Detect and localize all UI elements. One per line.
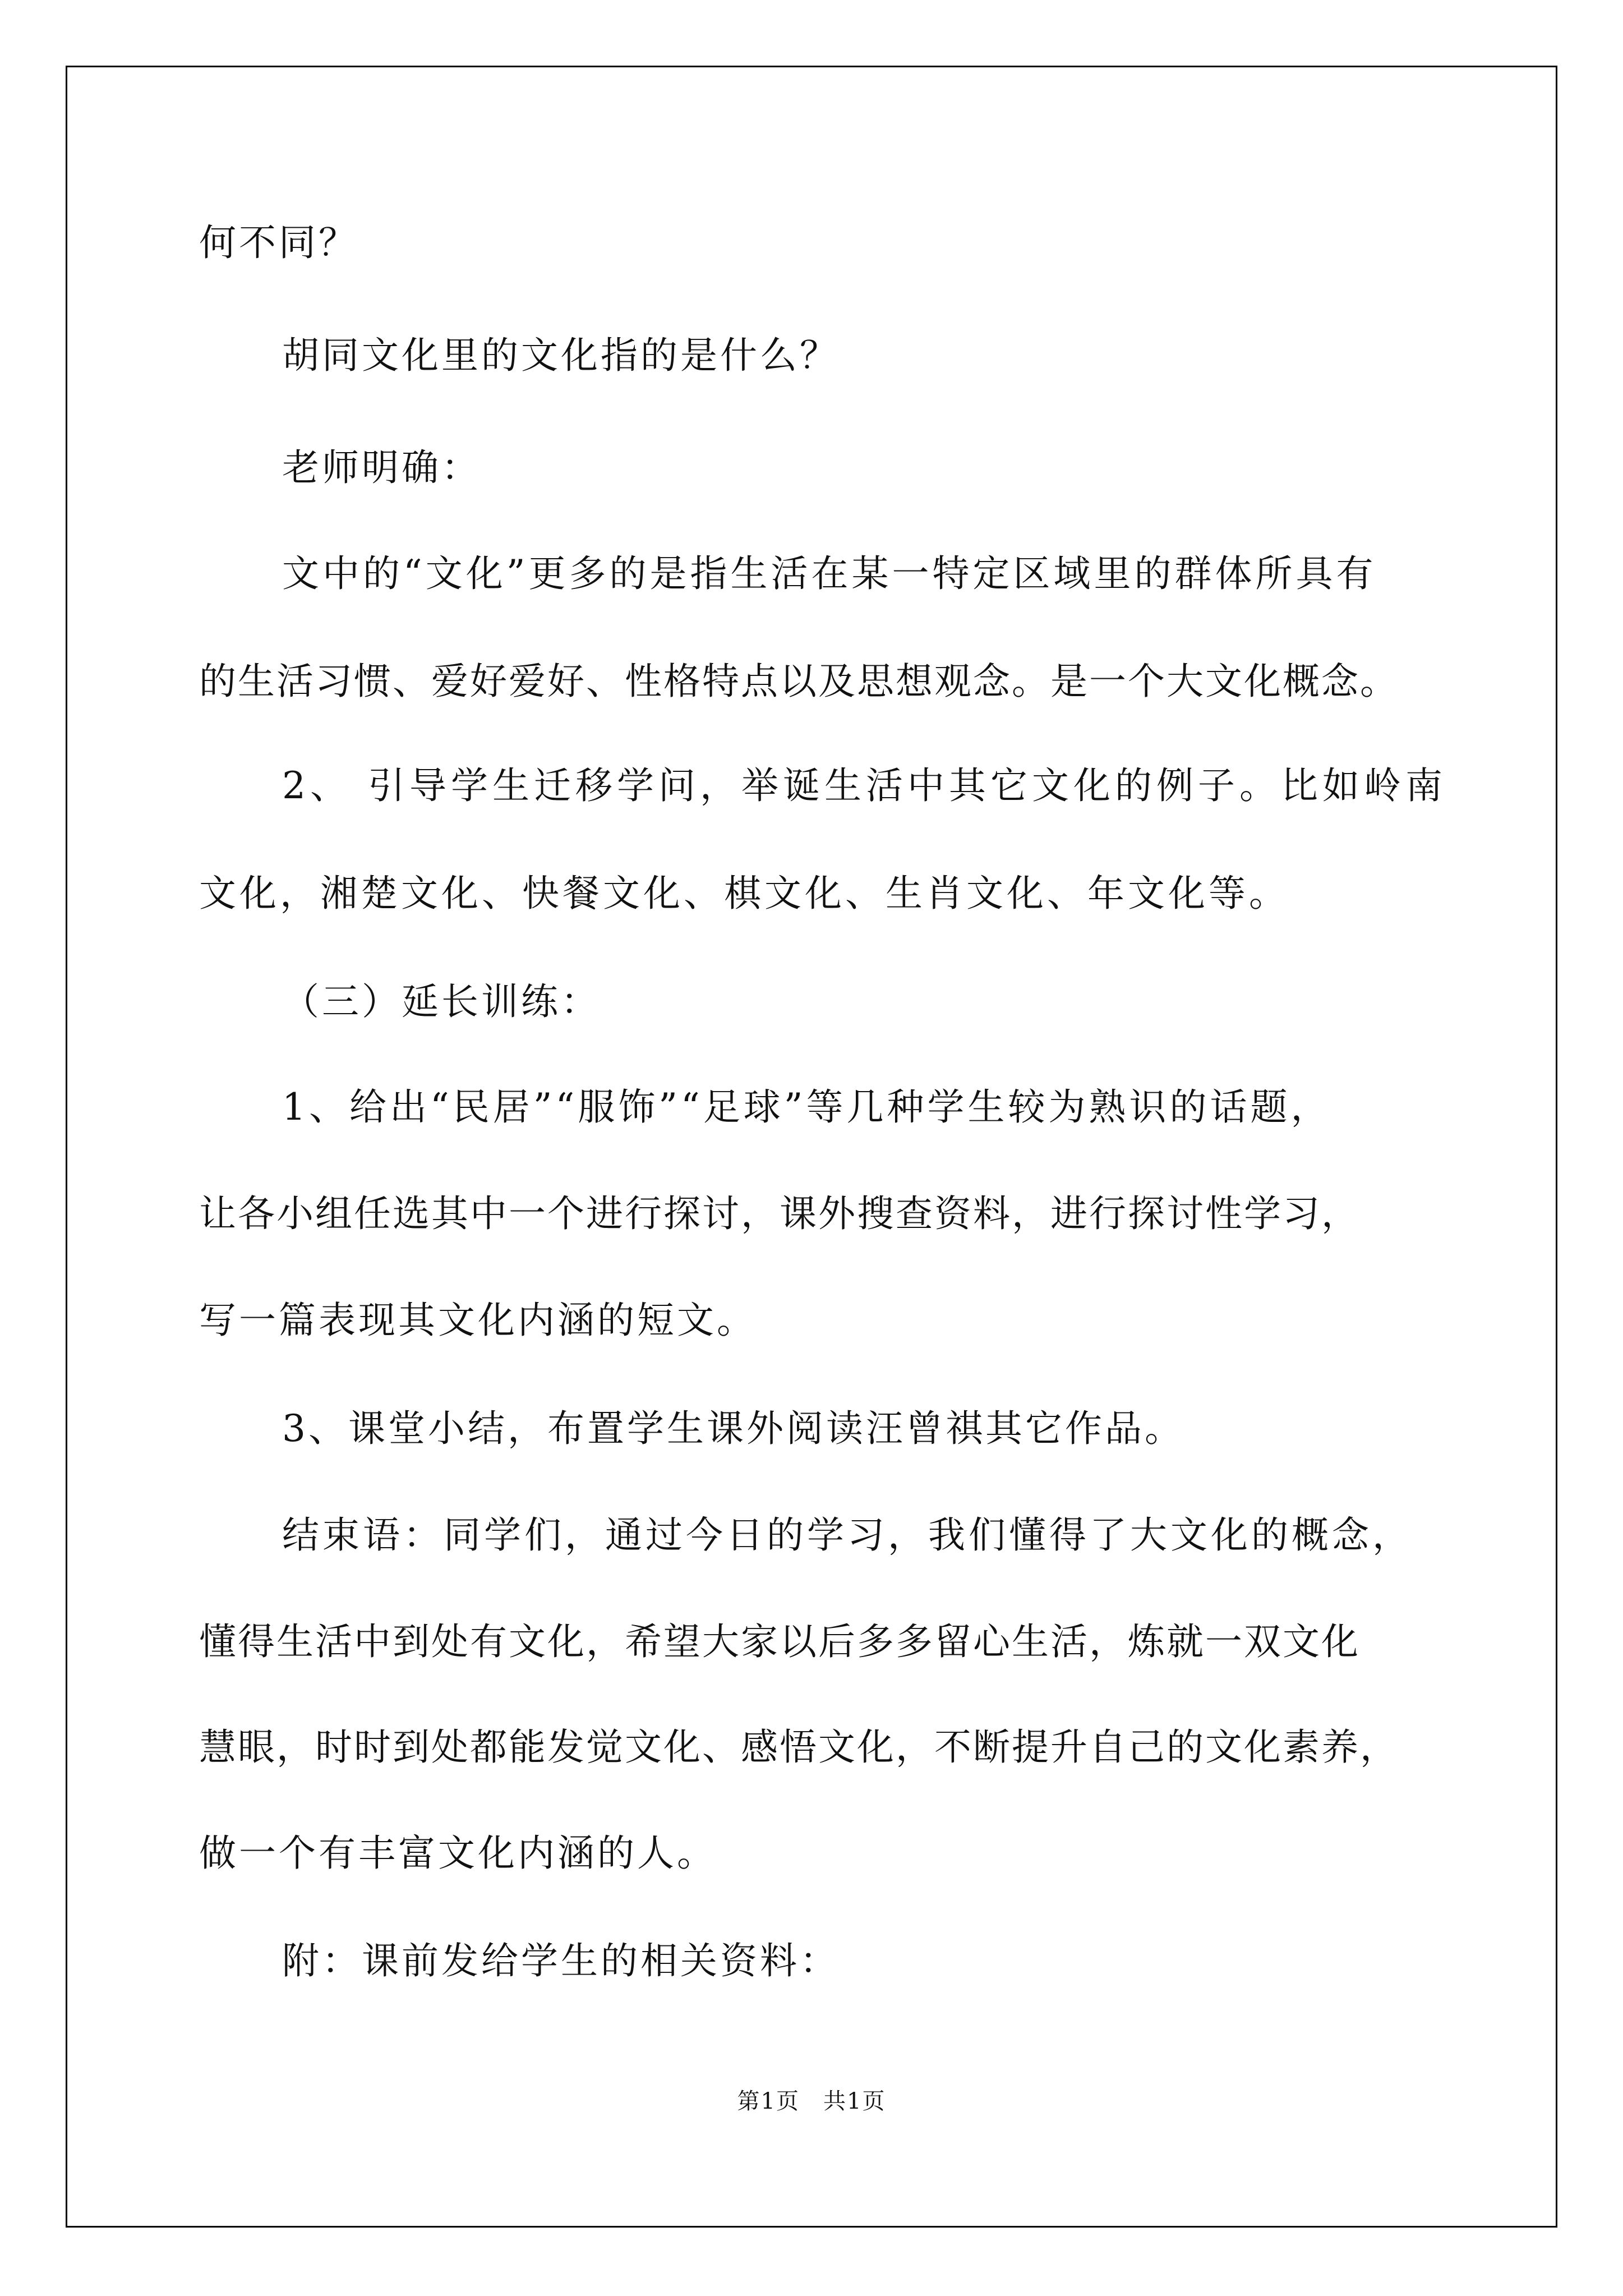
text-line: 老师明确： (282, 446, 481, 489)
page-footer: 第1页 共1页 (737, 2088, 886, 2114)
text-line: （三）延长训练： (282, 980, 601, 1023)
page-border (66, 66, 1557, 2228)
text-line: 1、给出“民居”“服饰”“足球”等几种学生较为熟识的话题， (282, 1085, 1331, 1129)
text-line: 何不同？ (199, 221, 358, 264)
text-line: 慧眼，时时到处都能发觉文化、感悟文化，不断提升自己的文化素养， (199, 1726, 1399, 1769)
text-line: 让各小组任选其中一个进行探讨，课外搜查资料，进行探讨性学习， (199, 1192, 1360, 1235)
text-line: 附：课前发给学生的相关资料： (282, 1939, 840, 1982)
text-line: 的生活习惯、爱好爱好、性格特点以及思想观念。是一个大文化概念。 (199, 660, 1399, 703)
text-line: 懂得生活中到处有文化，希望大家以后多多留心生活，炼就一双文化 (199, 1620, 1360, 1663)
text-line: 写一篇表现其文化内涵的短文。 (199, 1299, 757, 1342)
text-line: 胡同文化里的文化指的是什么？ (282, 334, 840, 377)
text-line: 3、课堂小结，布置学生课外阅读汪曾祺其它作品。 (282, 1407, 1184, 1450)
text-line: 文中的“文化”更多的是指生活在某一特定区域里的群体所具有 (282, 552, 1377, 595)
text-line: 2、 引导学生迁移学问，举诞生活中其它文化的例子。比如岭南 (282, 764, 1447, 807)
text-line: 做一个有丰富文化内涵的人。 (199, 1832, 717, 1875)
text-line: 结束语：同学们，通过今日的学习，我们懂得了大文化的概念， (282, 1513, 1413, 1557)
text-line: 文化，湘楚文化、快餐文化、棋文化、生肖文化、年文化等。 (199, 872, 1289, 915)
